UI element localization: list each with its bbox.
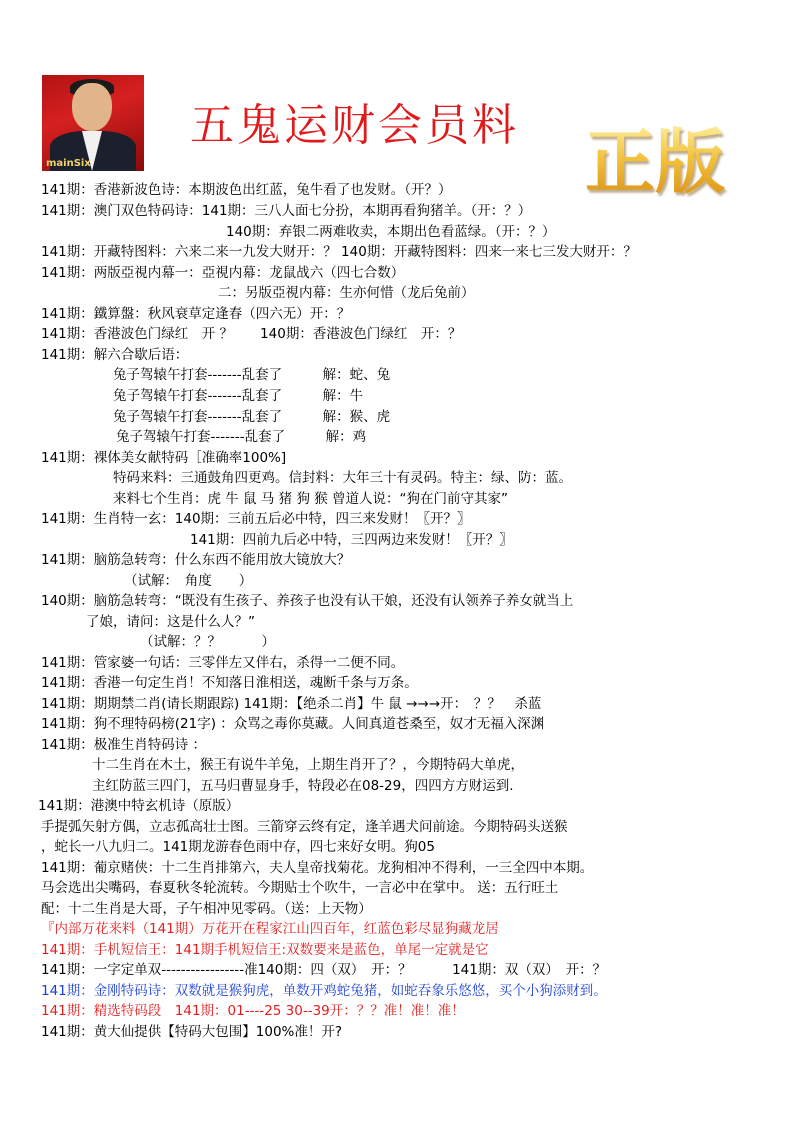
text-line: 配：十二生肖是大哥，子午相冲见零码。（送：上天物） [41, 901, 372, 917]
text-line: （试解： 角度 ） [124, 573, 253, 589]
text-line: 特码来料：三通鼓角四更鸡。信封料：大年三十有灵码。特主：绿、防：蓝。 [113, 470, 572, 486]
text-line: 141期：金刚特码诗：双数就是猴狗虎，单数开鸡蛇兔猪，如蛇吞象乐悠悠，买个小狗添财到。 [41, 983, 607, 999]
text-line: 141期：期期禁二肖(请长期跟踪) 141期：【绝杀二肖】牛 鼠 →→→开： ？？ 杀蓝 [41, 696, 542, 712]
text-line: 141期：黄大仙提供【特码大包围】100%准！开? [41, 1024, 343, 1040]
text-line: 141期：狗不理特码榜(21字) ：众骂之毒你莫藏。人间真道苍桑至，奴才无福入深渊 [41, 716, 545, 732]
text-line: 141期：港澳中特玄机诗（原版） [38, 798, 240, 814]
text-line: 141期：一字定单双-----------------准140期：四（双） 开：？ 141期：双（双） 开：？ [41, 962, 607, 978]
text-line: ，蛇长一八九归二。141期龙游春色雨中存，四七来好女明。狗05 [41, 839, 435, 855]
text-line: 141期：澳门双色特码诗：141期：三八人面七分扮，本期再看狗猪羊。（开：？） [41, 203, 532, 219]
text-line: 『内部万花来料（141期）万花开在程家江山四百年，红蓝色彩尽显狗藏龙居 [41, 921, 499, 937]
text-line: 141期：极准生肖特码诗 ： [41, 737, 207, 753]
text-line: 十二生肖在木土，猴王有说牛羊兔，上期生肖开了？，今期特码大单虎， [92, 757, 524, 773]
text-line: 兔子驾辕午打套-------乱套了 解：牛 [113, 388, 364, 404]
text-line: 141期：香港波色门绿红 开 ？ 140期：香港波色门绿红 开：？ [41, 326, 462, 342]
text-line: 兔子驾辕午打套-------乱套了 解：蛇、兔 [113, 367, 391, 383]
host-portrait [42, 75, 144, 171]
text-line: 来料七个生肖：虎 牛 鼠 马 猪 狗 猴 曾道人说：“狗在门前守其家” [113, 491, 509, 507]
text-line: 马会选出尖嘴码，春夏秋冬轮流转。今期贴士个吹牛，一言必中在掌中。 送：五行旺土 [41, 880, 559, 896]
text-line: 141期：香港新波色诗：本期波色出红蓝，兔牛看了也发财。（开？） [41, 182, 452, 198]
text-line: 141期：四前九后必中特，三四两边来发财！〖开？〗 [190, 532, 513, 548]
page-title: 五鬼运财会员料 [190, 100, 519, 151]
text-line: 了娘，请问：这是什么人？” [86, 614, 255, 630]
text-line: 141期：生肖特一玄：140期：三前五后必中特，四三来发财！〖开？〗 [41, 511, 471, 527]
text-line: 141期：管家婆一句话：三零伴左又伴右，杀得一二便不同。 [41, 655, 405, 671]
text-line: 141期：裸体美女献特码［准确率100%] [41, 450, 287, 466]
text-line: 141期：精选特码段 141期：01----25 30--39开：？？准！准！准！ [41, 1003, 465, 1019]
portrait-caption: mainSix [46, 158, 91, 169]
text-line: 141期：脑筋急转弯：什么东西不能用放大镜放大？ [41, 552, 351, 568]
authentic-stamp: 正版 [585, 121, 725, 203]
text-line: 主红防蓝三四门，五马归曹显身手，特段必在08-29，四四方方财运到. [92, 778, 514, 794]
text-line: 二：另版亞視内幕：生亦何惜（龙后兔前） [218, 285, 475, 301]
text-line: （试解：？？ ） [140, 634, 275, 650]
text-line: 141期：香港一句定生肖！不知落日淮相送，魂断千条与万条。 [41, 675, 418, 691]
text-line: 手提弧矢射方偶，立志孤高壮士图。三箭穿云终有定，逢羊遇犬问前途。今期特码头送猴 [41, 819, 568, 835]
text-line: 兔子驾辕午打套-------乱套了 解：猴、虎 [113, 409, 391, 425]
text-line: 141期：开藏特图料：六来二来一九发大财开：？ 140期：开藏特图料：四来一来七三发大财开：？ [41, 244, 637, 260]
text-line: 兔子驾辕午打套-------乱套了 解：鸡 [116, 429, 367, 445]
text-line: 140期：弃银二两难收卖，本期出色看蓝绿。（开：？） [226, 224, 556, 240]
text-line: 141期：两版亞視内幕一：亞視内幕：龙鼠战六（四七合数） [41, 265, 405, 281]
text-line: 141期：手机短信王：141期手机短信王:双数要来是蓝色，单尾一定就是它 [41, 942, 489, 958]
text-line: 141期：葡京赌侠：十二生肖排第六，夫人皇帝找菊花。龙狗相冲不得利，一三全四中本期。 [41, 860, 594, 876]
text-line: 140期：脑筋急转弯：“既没有生孩子、养孩子也没有认干娘，还没有认领养子养女就当上 [41, 593, 574, 609]
text-line: 141期：解六合歇后语： [41, 347, 189, 363]
text-line: 141期：鐵算盤：秋风衰草定逢春（四六无）开：？ [41, 306, 351, 322]
